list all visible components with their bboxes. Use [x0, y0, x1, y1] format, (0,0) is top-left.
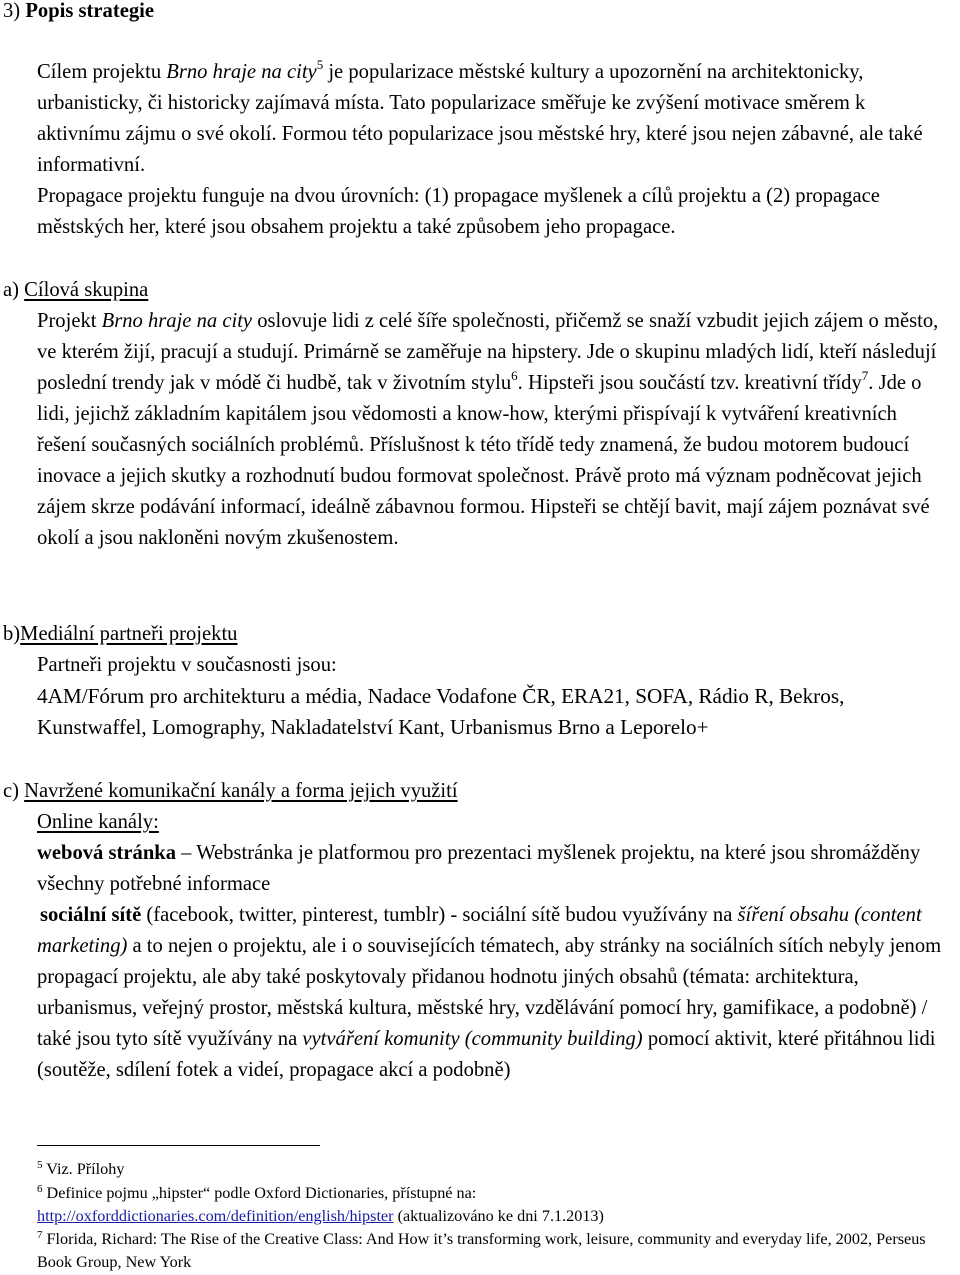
- online-channels-title: Online kanály:: [37, 811, 159, 833]
- section-number: 3): [3, 0, 21, 22]
- section-a-text-4: . Jde o lidi, jejichž základním kapitálem jsou vědomosti a know-how, kterými přispívají k vytváření kreativních řešení současných sociálních problémů. Příslušnost k této třídě tedy znamená, že budou motorem budoucí inovace a jejich skutky a rozhodnutí budou formovat společnost. Právě proto má význam podněcovat jejich zájem skrze podávání informací, ideálně zábavnou formou. Hipsteři se chtějí bavit, mají zájem poznávat své okolí a jsou nakloněni novým zkušenostem.: [37, 372, 930, 549]
- footnote-5: [37, 1158, 937, 1181]
- social-italic-2: vytváření komunity (community building): [302, 1028, 643, 1050]
- web-description: – Webstránka je platformou pro prezentaci myšlenek projektu, na které jsou shromážděny všechny potřebné informace: [37, 842, 921, 895]
- social-italic-1: šíření obsahu (content marketing): [37, 904, 922, 957]
- footnote-5-mark: 5: [37, 1159, 43, 1171]
- section-c-prefix: c): [3, 780, 25, 802]
- footnote-6-text: Definice pojmu „hipster“ podle Oxford Dictionaries, přístupné na:: [42, 1184, 477, 1202]
- partners-intro: Partneři projektu v současnosti jsou:: [37, 654, 337, 676]
- footnote-7-mark: 7: [37, 1229, 43, 1241]
- section-a-text-1: Projekt: [37, 310, 102, 332]
- footnote-5-text: Viz. Přílohy: [42, 1160, 125, 1178]
- section-b-heading: [3, 619, 903, 650]
- social-text-1: (facebook, twitter, pinterest, tumblr) - sociální sítě budou využívány na: [141, 904, 738, 926]
- section-c-title: Navržené komunikační kanály a forma jejich využití: [24, 780, 458, 802]
- footnote-ref-7: 7: [861, 368, 869, 383]
- section-a-title: Cílová skupina: [24, 279, 149, 301]
- oxford-dictionaries-link[interactable]: http://oxforddictionaries.com/definition/english/hipster: [37, 1207, 394, 1225]
- web-channel-paragraph: [37, 838, 942, 900]
- partners-list: 4AM/Fórum pro architekturu a média, Nadace Vodafone ČR, ERA21, SOFA, Rádio R, Bekros, Kunstwaffel, Lomography, Nakladatelství Kant, Urbanismus Brno a Leporelo+: [37, 684, 845, 739]
- footnote-7-text: Florida, Richard: The Rise of the Creative Class: And How it’s transforming work, leisure, community and everyday life, 2002, Perseus Book Group, New York: [37, 1230, 926, 1271]
- web-term: webová stránka: [37, 842, 177, 864]
- social-text-2: a to nejen o projektu, ale i o souvisejících tématech, aby stránky na sociálních sítích nebyly jenom propagací projektu, ale aby také poskytovaly přidanou hodnotu jiných obsahů (témata: architektura, urbanismus, veřejný prostor, městská kultura, městské hry, vzdělávání pomocí hry, gamifikace, a podobně) / také jsou tyto sítě využívány na: [37, 935, 942, 1050]
- section-c-heading: [3, 776, 903, 807]
- section-a-heading: [3, 275, 903, 306]
- footnote-6-date: (aktualizováno ke dni 7.1.2013): [393, 1207, 604, 1225]
- footnote-7: [37, 1228, 952, 1274]
- section-a-text-3: . Hipsteři jsou součástí tzv. kreativní třídy: [517, 372, 862, 394]
- section-a-paragraph: [37, 306, 942, 554]
- social-channel-paragraph: [37, 900, 942, 1086]
- intro-text-2: je popularizace městské kultury a upozornění na architektonicky, urbanisticky, či historicky zajímavá místa. Tato popularizace směřuje ke zvýšení motivace směrem k aktivnímu zájmu o své okolí. Formou této popularizace jsou městské hry, které jsou nejen zábavné, ale také informativní.: [37, 61, 923, 176]
- section-b-title: Mediální partneři projektu: [20, 623, 238, 645]
- social-term: sociální sítě: [40, 904, 142, 926]
- propagation-paragraph: Propagace projektu funguje na dvou úrovních: (1) propagace myšlenek a cílů projektu a (2) propagace městských her, které jsou obsahem projektu a také způsobem jeho propagace.: [37, 185, 880, 238]
- footnote-divider: [37, 1145, 320, 1146]
- section-heading: [3, 0, 154, 27]
- intro-paragraph: [37, 57, 942, 181]
- footnote-ref-6: 6: [511, 368, 518, 383]
- social-text-3: pomocí aktivit, které přitáhnou lidi (soutěže, sdílení fotek a videí, propagace akcí a podobně): [37, 1028, 936, 1081]
- section-a-text-2: oslovuje lidi z celé šíře společnosti, přičemž se snaží vzbudit jejich zájem o město, ve kterém žijí, pracují a studují. Primárně se zaměřuje na hipstery. Jde o skupinu mladých lidí, kteří následují poslední trendy jak v módě či hudbě, tak v životním stylu: [37, 310, 939, 394]
- section-a-prefix: a): [3, 279, 25, 301]
- footnote-6: [37, 1182, 947, 1228]
- online-channels-label: [37, 807, 942, 838]
- section-title: Popis strategie: [25, 0, 154, 22]
- footnote-6-mark: 6: [37, 1183, 43, 1195]
- intro-text-1: Cílem projektu: [37, 61, 167, 83]
- project-name-italic: Brno hraje na city: [101, 310, 253, 332]
- section-b-prefix: b): [3, 623, 21, 645]
- project-name: Brno hraje na city: [166, 61, 317, 83]
- footnote-ref-5: 5: [316, 57, 324, 72]
